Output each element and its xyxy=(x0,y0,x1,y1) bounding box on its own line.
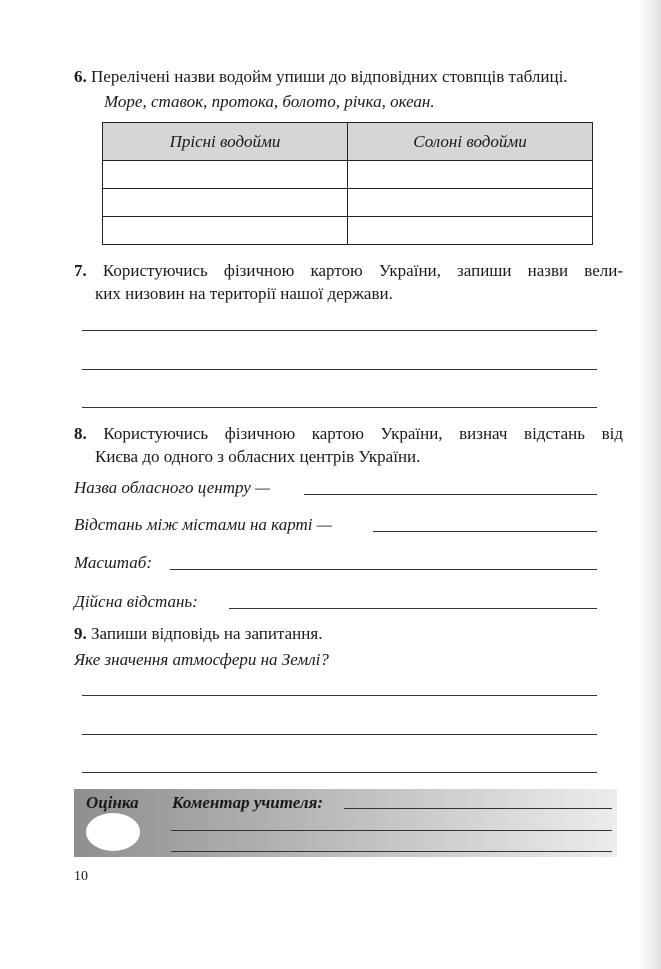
teacher-comment-label: Коментар учителя: xyxy=(172,793,324,812)
task9-number: 9. xyxy=(74,624,87,643)
page-number: 10 xyxy=(74,869,88,884)
real-distance-label: Дійсна відстань: xyxy=(74,592,198,611)
table-row xyxy=(103,161,593,189)
task7-line1: Користуючись фізичною картою України, запиши назви вели- xyxy=(102,261,623,280)
task9-question: Яке значення атмосфери на Землі? xyxy=(74,650,329,669)
scale-label: Масштаб: xyxy=(74,553,152,572)
answer-line[interactable] xyxy=(82,772,597,773)
task9-prompt xyxy=(74,623,322,645)
table-header-row xyxy=(103,123,593,161)
page-edge-shadow xyxy=(639,0,661,969)
grade-oval[interactable] xyxy=(86,813,140,851)
table-cell-fresh[interactable] xyxy=(103,161,348,189)
comment-line[interactable] xyxy=(171,851,612,852)
task8-line1: Користуючись фізичною картою України, визнач відстань від xyxy=(103,424,623,443)
comment-line[interactable] xyxy=(171,830,612,831)
task6-prompt xyxy=(74,66,568,88)
center-name-field[interactable] xyxy=(304,494,597,495)
answer-line[interactable] xyxy=(82,330,597,331)
table-row xyxy=(103,189,593,217)
salt-water-header: Солоні водойми xyxy=(348,123,593,161)
task7-prompt xyxy=(74,260,623,282)
map-distance-field[interactable] xyxy=(373,531,597,532)
answer-line[interactable] xyxy=(82,369,597,370)
table-cell-salt[interactable] xyxy=(348,189,593,217)
map-distance-label: Відстань між містами на карті — xyxy=(74,515,332,534)
table-cell-salt[interactable] xyxy=(348,217,593,245)
water-bodies-table xyxy=(102,122,593,245)
center-name-label: Назва обласного центру — xyxy=(74,478,271,497)
task7-line2: ких низовин на території нашої держави. xyxy=(95,284,393,303)
table-row xyxy=(103,217,593,245)
grade-box xyxy=(74,789,617,857)
task8-number: 8. xyxy=(74,424,87,443)
task8-prompt xyxy=(74,423,623,445)
table-cell-fresh[interactable] xyxy=(103,217,348,245)
table-cell-salt[interactable] xyxy=(348,161,593,189)
task6-word-list: Море, ставок, протока, болото, річка, океан. xyxy=(104,92,435,111)
task6-text: Перелічені назви водойм упиши до відповідних стовпців таблиці. xyxy=(91,67,568,86)
answer-line[interactable] xyxy=(82,734,597,735)
real-distance-field[interactable] xyxy=(229,608,597,609)
grade-label: Оцінка xyxy=(86,793,139,812)
task8-line2: Києва до одного з обласних центрів України. xyxy=(95,447,421,466)
scale-field[interactable] xyxy=(170,569,597,570)
task6-number: 6. xyxy=(74,67,87,86)
task7-number: 7. xyxy=(74,261,87,280)
answer-line[interactable] xyxy=(82,407,597,408)
task9-text: Запиши відповідь на запитання. xyxy=(91,624,323,643)
table-cell-fresh[interactable] xyxy=(103,189,348,217)
fresh-water-header: Прісні водойми xyxy=(103,123,348,161)
answer-line[interactable] xyxy=(82,695,597,696)
comment-line[interactable] xyxy=(344,808,612,809)
